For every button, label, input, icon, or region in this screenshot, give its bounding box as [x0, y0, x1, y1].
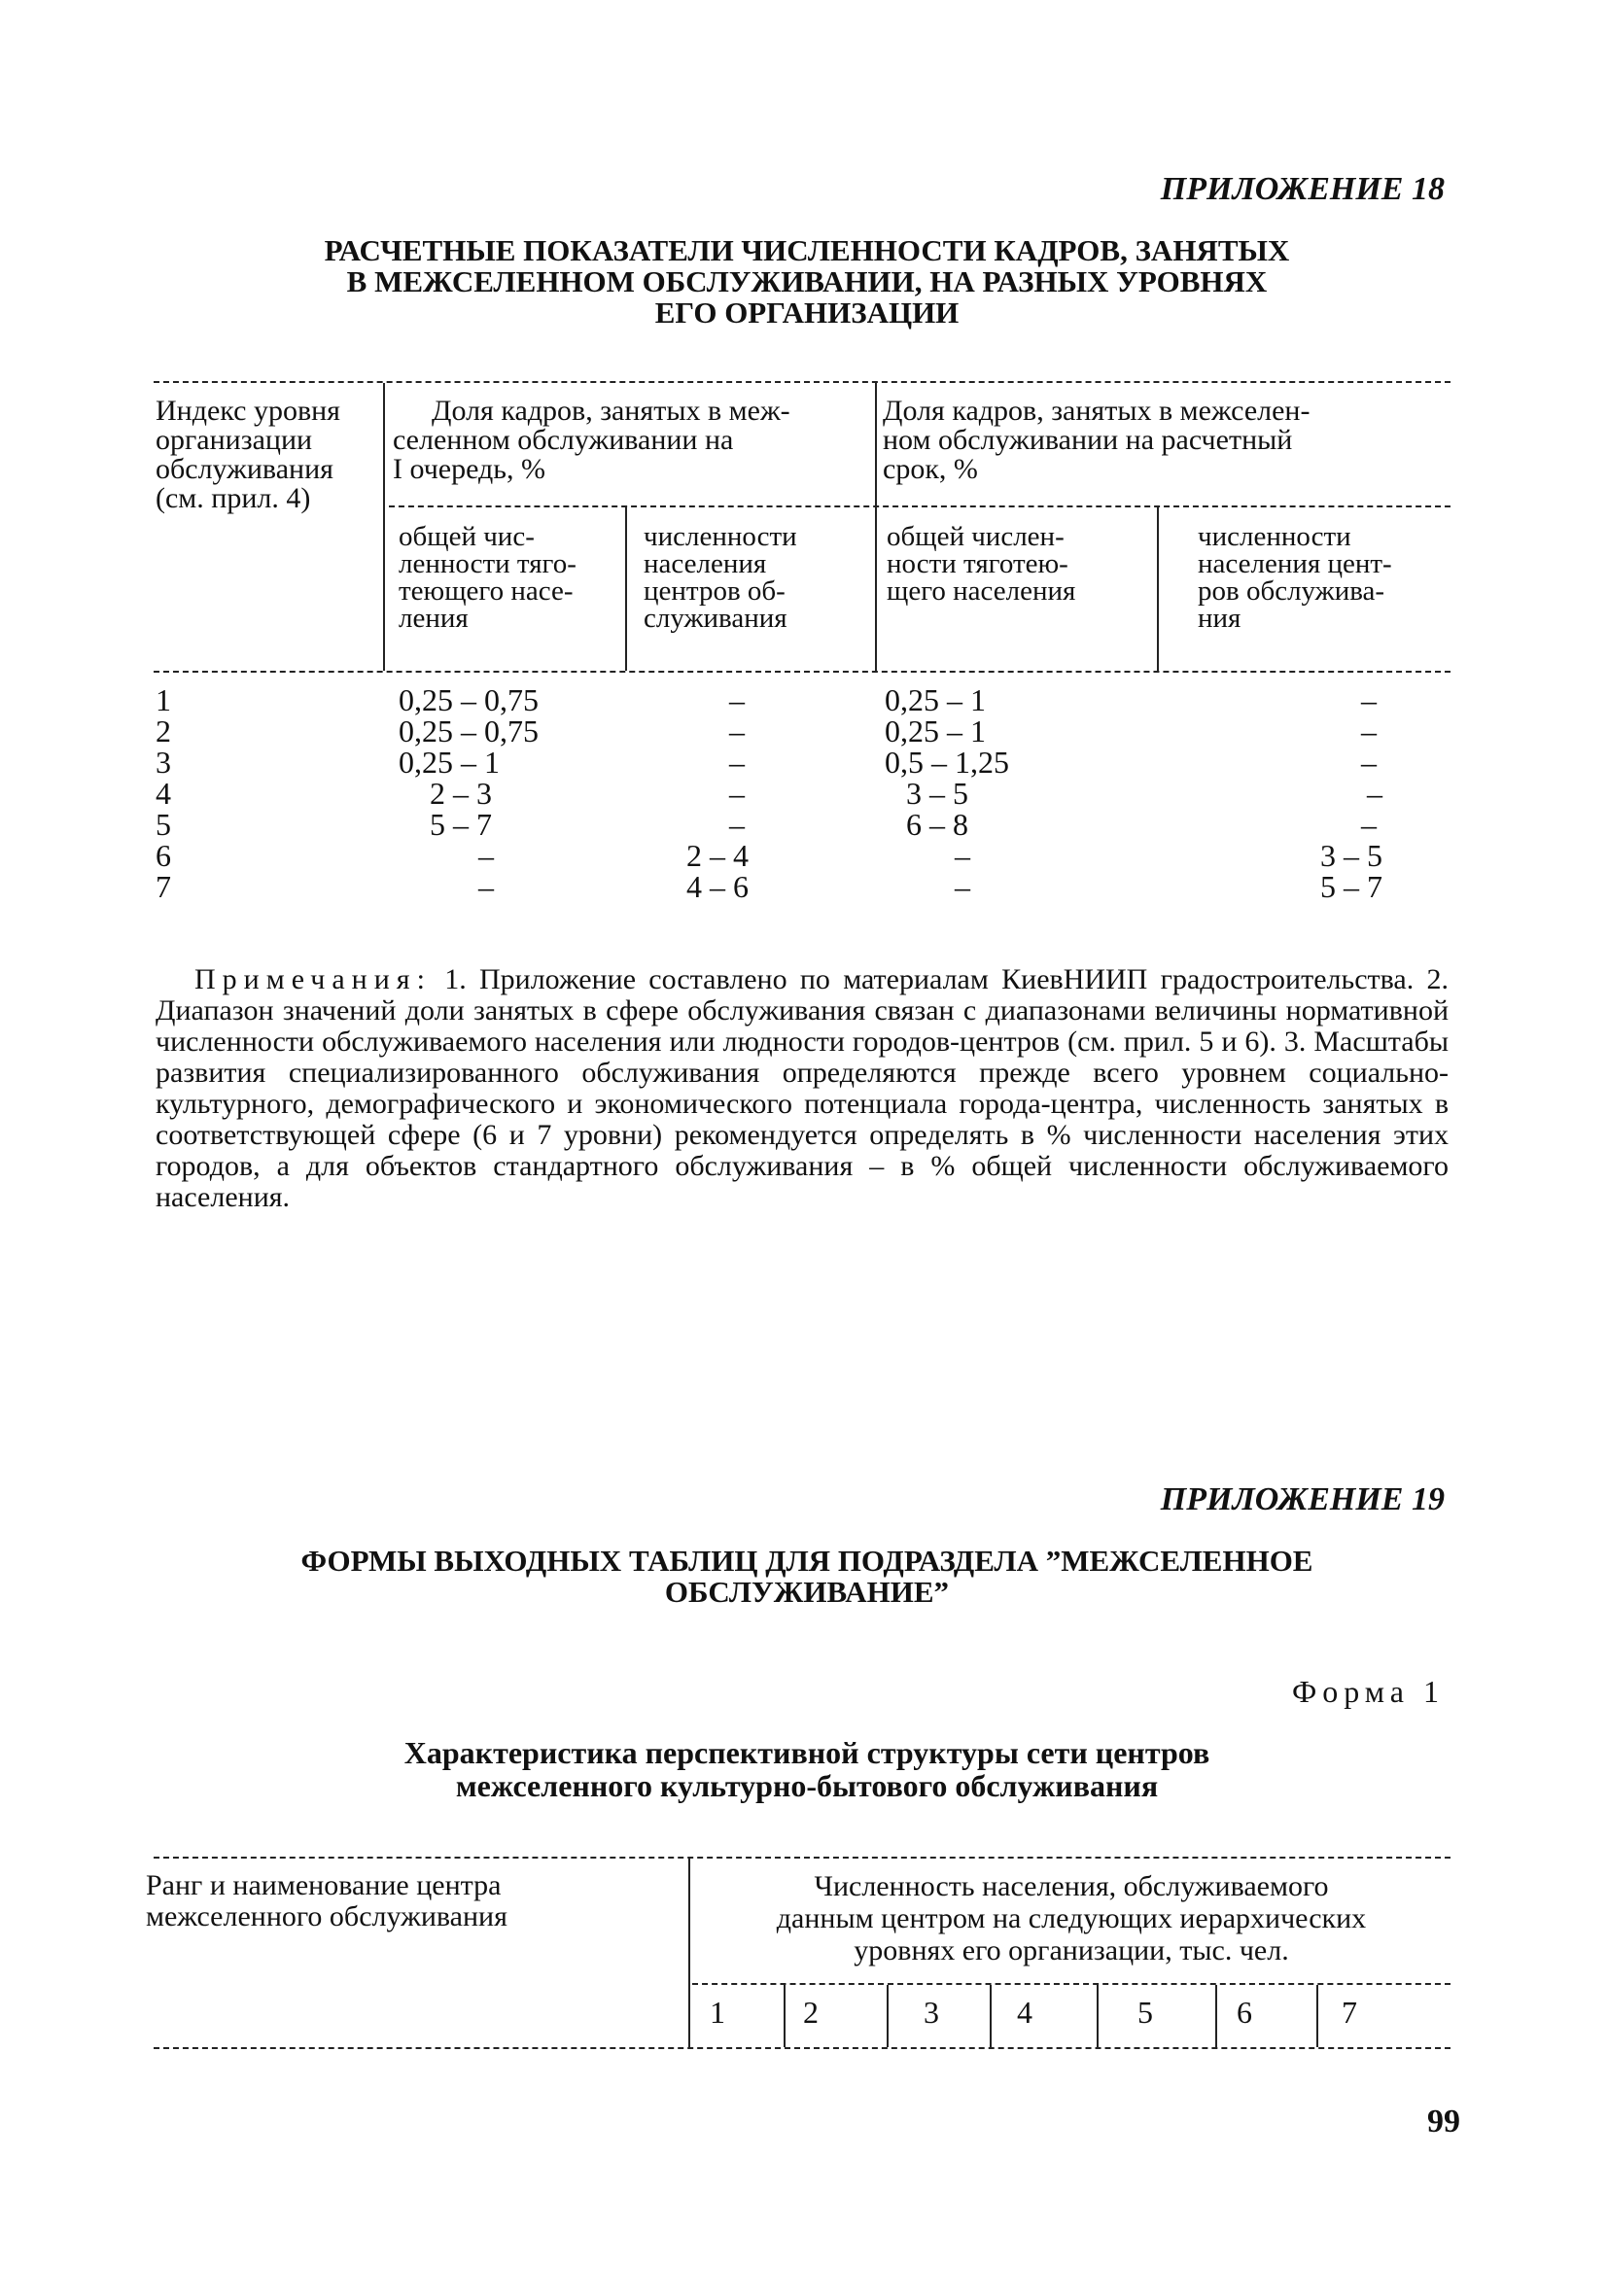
table-subheader-rule — [389, 505, 1451, 507]
form-title — [175, 1736, 1439, 1802]
form-label: Форма 1 — [1291, 1674, 1445, 1709]
table-col-divider — [875, 383, 877, 671]
appendix-18-title — [175, 235, 1439, 329]
first-stage-group-header: Доля кадров, занятых в меж- селенном обслуживании на I очередь, % — [393, 395, 790, 485]
level-col-divider — [784, 1985, 786, 2047]
appendix-19-label: ПРИЛОЖЕНИЕ 19 — [1160, 1481, 1445, 1517]
table-top-rule — [154, 1857, 1451, 1859]
table-row: 2 0,25 – 0,75 – 0,25 – 1 – — [156, 713, 1377, 748]
table-row: 4 2 – 3 – 3 – 5 – — [156, 776, 1382, 811]
level-header: 6 — [1237, 1995, 1252, 2030]
table-row: 7 – 4 – 6 – 5 – 7 — [156, 869, 1382, 904]
table-top-rule — [154, 381, 1451, 383]
form-title-line: межселенного культурно-бытового обслуживания — [455, 1768, 1159, 1803]
population-column-header: Численность населения, обслуживаемого данным центром на следующих иерархических уровнях его организации, тыс. чел. — [776, 1870, 1367, 1966]
table-bottom-rule — [154, 2047, 1451, 2049]
table-row: 3 0,25 – 1 – 0,5 – 1,25 – — [156, 745, 1377, 780]
page-number: 99 — [1427, 2104, 1460, 2139]
sub-header-center-population: численности населения центров об- служивания — [644, 521, 797, 634]
table-header-bottom-rule — [154, 671, 1451, 673]
level-header: 3 — [924, 1995, 939, 2030]
table-row: 1 0,25 – 0,75 – 0,25 – 1 – — [156, 682, 1377, 717]
title-line: ОБСЛУЖИВАНИЕ” — [664, 1575, 950, 1609]
center-column-header: Ранг и наименование центра межселенного обслуживания — [146, 1869, 507, 1932]
title-line: ФОРМЫ ВЫХОДНЫХ ТАБЛИЦ ДЛЯ ПОДРАЗДЕЛА ”МЕЖСЕЛЕННОЕ — [300, 1544, 1313, 1578]
level-col-divider — [1097, 1985, 1099, 2047]
form-title-line: Характеристика перспективной структуры сети центров — [403, 1735, 1210, 1770]
title-line: РАСЧЕТНЫЕ ПОКАЗАТЕЛИ ЧИСЛЕННОСТИ КАДРОВ, ЗАНЯТЫХ — [324, 233, 1290, 267]
level-col-divider — [887, 1985, 889, 2047]
level-col-divider — [990, 1985, 992, 2047]
level-header: 2 — [803, 1995, 819, 2030]
appendix-18-notes — [156, 964, 1449, 1213]
appendix-18-label: ПРИЛОЖЕНИЕ 18 — [1160, 171, 1445, 207]
notes-lead: Примечания: — [194, 963, 432, 995]
level-header: 1 — [710, 1995, 725, 2030]
table-col-divider — [688, 1859, 690, 2047]
index-column-header: Индекс уровня организации обслуживания (см. прил. 4) — [156, 395, 340, 514]
level-col-divider — [1316, 1985, 1318, 2047]
title-line: В МЕЖСЕЛЕННОМ ОБСЛУЖИВАНИИ, НА РАЗНЫХ УРОВНЯХ — [346, 264, 1268, 298]
table-col-divider — [625, 505, 627, 671]
table-row: 5 5 – 7 – 6 – 8 – — [156, 807, 1377, 842]
table-subheader-rule — [692, 1983, 1451, 1985]
table-col-divider — [1157, 505, 1159, 671]
sub-header-total-population: общей чис- ленности тяго- теющего насе- ления — [399, 521, 577, 634]
notes-text: 1. Приложение составлено по материалам КиевНИИП градостроительства. 2. Диапазон значений доли занятых в сфере обслуживания связан с диапазонами величины нормативной численности обслуживаемого населения или людности городов-центров (см. прил. 5 и 6). 3. Масштабы развития специализированного обслуживания определяются прежде всего уровнем социально-культурного, демографического и экономического потенциала города-центра, численность занятых в соответствующей сфере (6 и 7 уровни) рекомендуется определять в % численности населения этих городов, а для объектов стандартного обслуживания – в % общей численности обслуживаемого населения. — [156, 963, 1449, 1213]
title-line: ЕГО ОРГАНИЗАЦИИ — [654, 296, 960, 330]
sub-header-total-population-estimated: общей числен- ности тяготею- щего населения — [887, 521, 1076, 607]
sub-header-center-population-estimated: численности населения цент- ров обслужива- ния — [1198, 521, 1392, 634]
estimated-term-group-header: Доля кадров, занятых в межселен- ном обслуживании на расчетный срок, % — [883, 395, 1311, 485]
appendix-19-title — [175, 1546, 1439, 1608]
level-col-divider — [1215, 1985, 1217, 2047]
level-header: 4 — [1017, 1995, 1032, 2030]
level-header: 5 — [1137, 1995, 1153, 2030]
table-col-divider — [383, 383, 385, 671]
table-row: 6 – 2 – 4 – 3 – 5 — [156, 838, 1382, 873]
level-header: 7 — [1342, 1995, 1357, 2030]
